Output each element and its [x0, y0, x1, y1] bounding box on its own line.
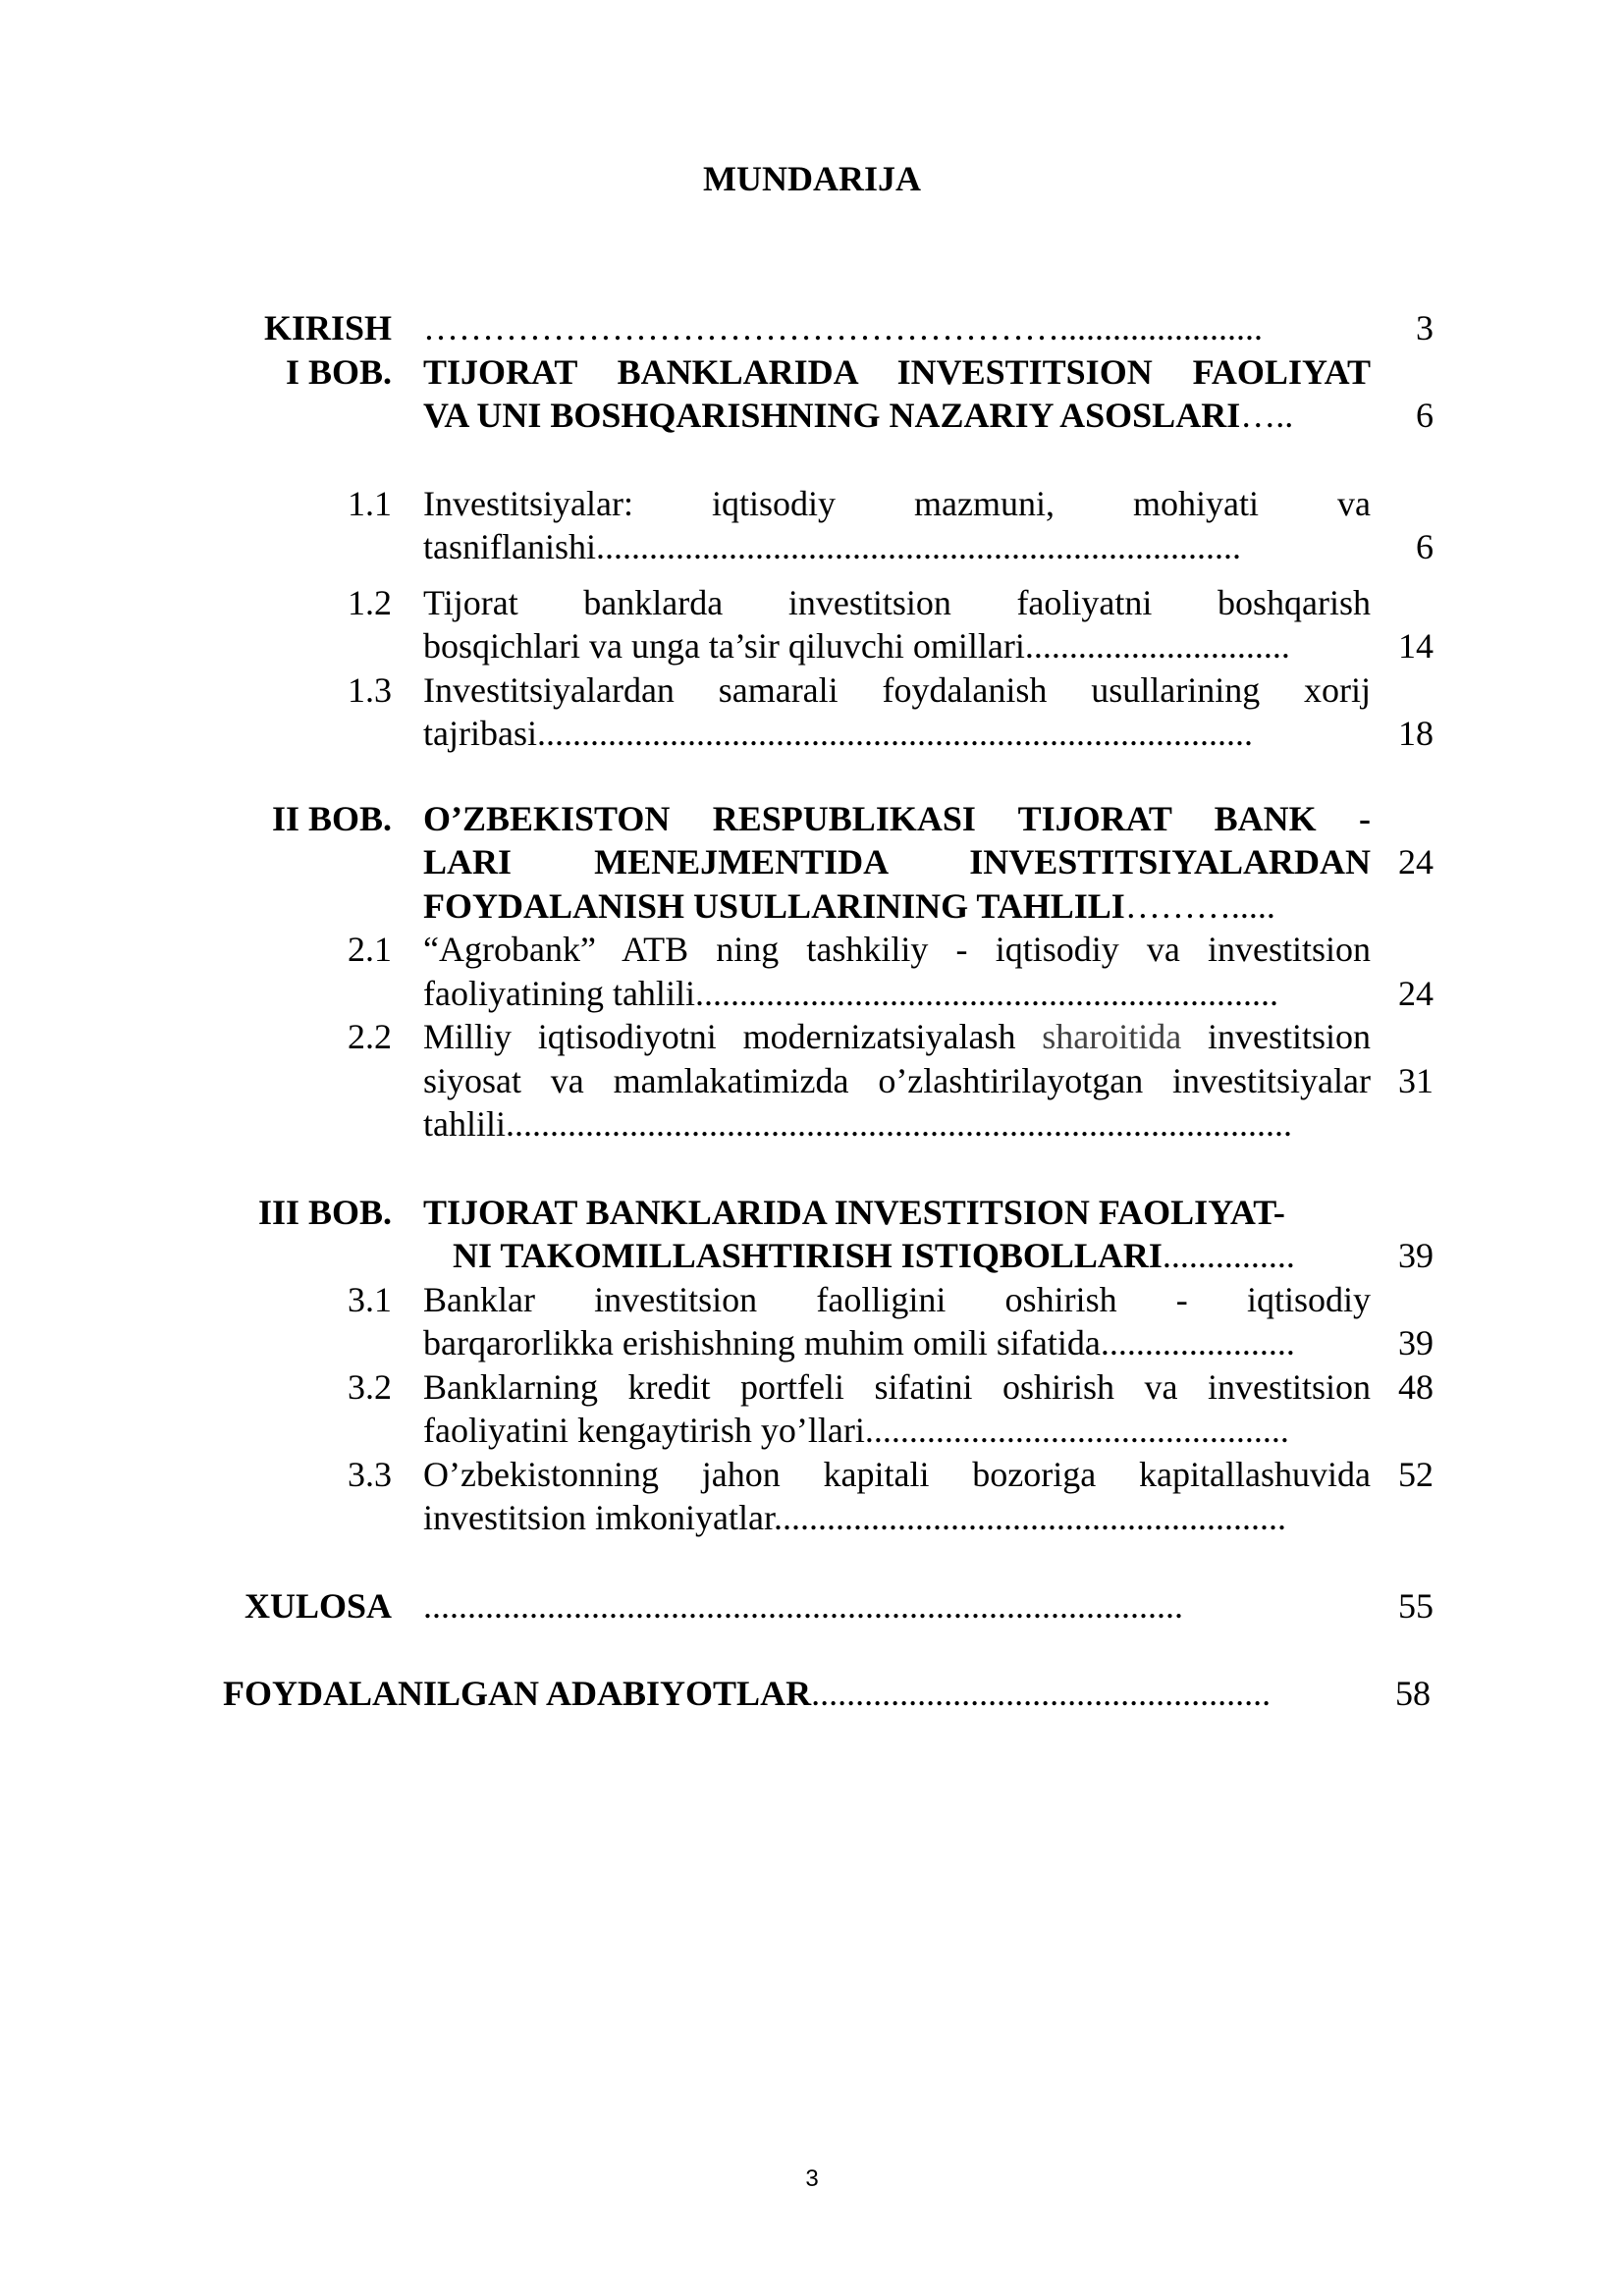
toc-page-value: 31: [1398, 1060, 1434, 1100]
toc-entry-section-3-2[interactable]: [226, 1365, 1463, 1453]
toc-text-segment: investitsion: [1181, 1017, 1371, 1056]
toc-text-line: siyosat va mamlakatimizda o’zlashtirilayotgan investitsiyalar: [423, 1060, 1371, 1100]
toc-label: 2.1: [348, 930, 392, 969]
toc-text: [423, 581, 1371, 668]
toc-entry-section-2-2[interactable]: [226, 1015, 1463, 1147]
toc-page-value: 39: [1398, 1323, 1434, 1362]
toc-entry-section-3-1[interactable]: [226, 1278, 1463, 1365]
page-number: 3: [805, 2165, 819, 2192]
toc-text-line: [423, 1496, 1371, 1540]
toc-text-segment: Milliy iqtisodiyotni modernizatsiyalash: [423, 1017, 1043, 1056]
toc-text: [423, 668, 1371, 756]
toc-text-line: [423, 624, 1371, 668]
spacer: [226, 1147, 1463, 1191]
toc-leader-dots: ..............................: [1024, 626, 1290, 666]
toc-text-line: TIJORAT BANKLARIDA INVESTITSION FAOLIYAT-: [423, 1192, 1285, 1232]
toc-label: 3.3: [348, 1454, 392, 1494]
toc-text: [423, 1584, 1371, 1629]
toc-text-line: [423, 1015, 1371, 1059]
toc-text-line: “Agrobank” ATB ning tashkiliy - iqtisodiy va investitsion: [423, 930, 1371, 969]
toc-text-segment: faoliyatining tahlili: [423, 973, 695, 1013]
toc-leader-dots: ......................: [1100, 1323, 1295, 1362]
toc-label: III BOB.: [257, 1192, 392, 1232]
toc-label: 3.1: [348, 1279, 392, 1319]
toc-leader-dots: ..................................................................: [694, 973, 1278, 1013]
toc-text-line: [423, 394, 1371, 438]
toc-leader-dots: ……….....: [1124, 885, 1275, 926]
toc-text-line: [423, 1234, 1371, 1278]
toc-text-line: O’zbekistonning jahon kapitali bozoriga kapitallashuvida: [423, 1454, 1371, 1494]
toc-leader-dots: ..........................................................: [773, 1498, 1286, 1537]
spacer: [226, 569, 1463, 581]
toc-entry-xulosa[interactable]: [226, 1584, 1463, 1629]
toc-leader-dots: .................................................................................: [536, 714, 1253, 753]
toc-label: XULOSA: [244, 1585, 392, 1626]
toc-page-value: 24: [1398, 842, 1434, 881]
toc-page-number: [1371, 482, 1434, 569]
toc-text-line: O’ZBEKISTON RESPUBLIKASI TIJORAT BANK -: [423, 798, 1371, 838]
page-title: MUNDARIJA: [703, 159, 921, 198]
toc-text-line: [423, 1102, 1371, 1147]
toc-entry-section-1-3[interactable]: [226, 668, 1463, 756]
toc-text-line: Investitsiyalar: iqtisodiy mazmuni, mohiyati va: [423, 483, 1371, 523]
toc-text-segment: bosqichlari va unga ta’sir qiluvchi omillari: [423, 626, 1025, 666]
toc-text-line: [423, 712, 1371, 756]
toc-page-number: 3: [1416, 308, 1434, 347]
toc-entry-section-1-2[interactable]: [226, 581, 1463, 668]
toc-leader-dots: ……………………………………………….......................: [423, 308, 1263, 347]
toc-page-number: [1371, 350, 1434, 438]
toc-leader-dots: ................................................: [864, 1411, 1289, 1450]
toc-entry-chapter-3[interactable]: [226, 1191, 1463, 1278]
toc-label: FOYDALANILGAN ADABIYOTLAR: [223, 1674, 812, 1713]
spacer: [226, 1540, 1463, 1584]
toc-page-number: [1371, 1278, 1434, 1365]
toc-entry-section-1-1[interactable]: [226, 482, 1463, 569]
spacer: [226, 438, 1463, 482]
toc-page-value: 14: [1398, 626, 1434, 666]
toc-text-segment: NI TAKOMILLASHTIRISH ISTIQBOLLARI: [453, 1236, 1163, 1275]
toc-leader-dots: .........................................................................: [595, 527, 1241, 566]
toc-text-segment: tajribasi: [423, 714, 537, 753]
spacer: [226, 1628, 1463, 1672]
toc-text: [423, 1365, 1371, 1453]
table-of-contents: [223, 306, 1463, 1716]
toc-text: [423, 1191, 1371, 1278]
toc-page-number: [1371, 928, 1434, 1015]
toc-leader-dots: ....................................................: [811, 1674, 1272, 1713]
toc-text-line: Investitsiyalardan samarali foydalanish usullarining xorij: [423, 669, 1371, 710]
toc-text-line: Banklarning kredit portfeli sifatini oshirish va investitsion: [423, 1366, 1371, 1407]
toc-page-value: 18: [1398, 714, 1434, 753]
toc-page-number: 58: [1395, 1674, 1431, 1713]
toc-entry-section-3-3[interactable]: [226, 1453, 1463, 1540]
toc-text: [423, 306, 1371, 350]
toc-text: [223, 1672, 1368, 1716]
toc-leader-dots: ...............: [1162, 1236, 1295, 1275]
toc-page-number: [1371, 668, 1434, 756]
toc-leader-dots: .........................................................................................: [506, 1104, 1292, 1144]
toc-leader-dots: ......................................................................................: [423, 1585, 1183, 1626]
toc-text-segment: sharoitida: [1042, 1017, 1182, 1056]
toc-text: [423, 350, 1371, 438]
toc-text-segment: tasniflanishi: [423, 527, 596, 566]
toc-text: [423, 1278, 1371, 1365]
toc-page-value: 39: [1398, 1236, 1434, 1275]
toc-label: KIRISH: [263, 308, 392, 347]
toc-label: 1.3: [348, 669, 392, 710]
toc-page-number: 48: [1398, 1366, 1434, 1407]
toc-page-value: 24: [1398, 973, 1434, 1013]
spacer: [226, 756, 1463, 797]
toc-entry-kirish[interactable]: [226, 306, 1463, 350]
toc-page-number: [1371, 797, 1434, 884]
toc-text-line: LARI MENEJMENTIDA INVESTITSIYALARDAN: [423, 842, 1371, 881]
toc-label: I BOB.: [285, 351, 392, 392]
toc-page-number: 55: [1398, 1585, 1434, 1626]
toc-text: [423, 1453, 1371, 1540]
toc-text: [423, 1015, 1371, 1147]
toc-label: 1.1: [348, 483, 392, 523]
toc-label: II BOB.: [271, 798, 392, 838]
toc-text-segment: barqarorlikka erishishning muhim omili sifatida: [423, 1323, 1101, 1362]
toc-text-segment: FOYDALANISH USULLARINING TAHLILI: [423, 885, 1125, 926]
toc-text-line: [423, 972, 1371, 1016]
toc-page-value: 6: [1416, 396, 1434, 435]
toc-text: [423, 797, 1371, 929]
toc-entry-chapter-1[interactable]: [226, 350, 1463, 438]
toc-text-line: [423, 884, 1371, 929]
toc-text-line: [423, 1321, 1371, 1365]
toc-text-line: [423, 1409, 1371, 1453]
toc-text: [423, 482, 1371, 569]
toc-label: 2.2: [348, 1017, 392, 1056]
toc-text-line: [423, 525, 1371, 569]
toc-entry-section-2-1[interactable]: [226, 928, 1463, 1015]
toc-text-line: Banklar investitsion faolligini oshirish - iqtisodiy: [423, 1279, 1371, 1319]
toc-entry-chapter-2[interactable]: [226, 797, 1463, 929]
toc-entry-bibliography[interactable]: [223, 1672, 1463, 1716]
toc-page-value: 6: [1416, 527, 1434, 566]
toc-label: 3.2: [348, 1366, 392, 1407]
toc-label: 1.2: [348, 582, 392, 622]
toc-text-segment: faoliyatini kengaytirish yo’llari: [423, 1411, 865, 1450]
toc-text-line: Tijorat banklarda investitsion faoliyatni boshqarish: [423, 582, 1371, 622]
toc-text-segment: VA UNI BOSHQARISHNING NAZARIY ASOSLARI: [423, 396, 1241, 435]
toc-page-number: [1371, 581, 1434, 668]
toc-text-segment: investitsion imkoniyatlar: [423, 1498, 774, 1537]
toc-text: [423, 928, 1371, 1015]
toc-page-number: 52: [1398, 1454, 1434, 1494]
toc-page-number: [1371, 1015, 1434, 1102]
toc-text-segment: tahlili: [423, 1104, 506, 1144]
toc-page-number: [1371, 1191, 1434, 1278]
toc-text-line: TIJORAT BANKLARIDA INVESTITSION FAOLIYAT: [423, 351, 1371, 392]
toc-leader-dots: …..: [1240, 396, 1294, 435]
